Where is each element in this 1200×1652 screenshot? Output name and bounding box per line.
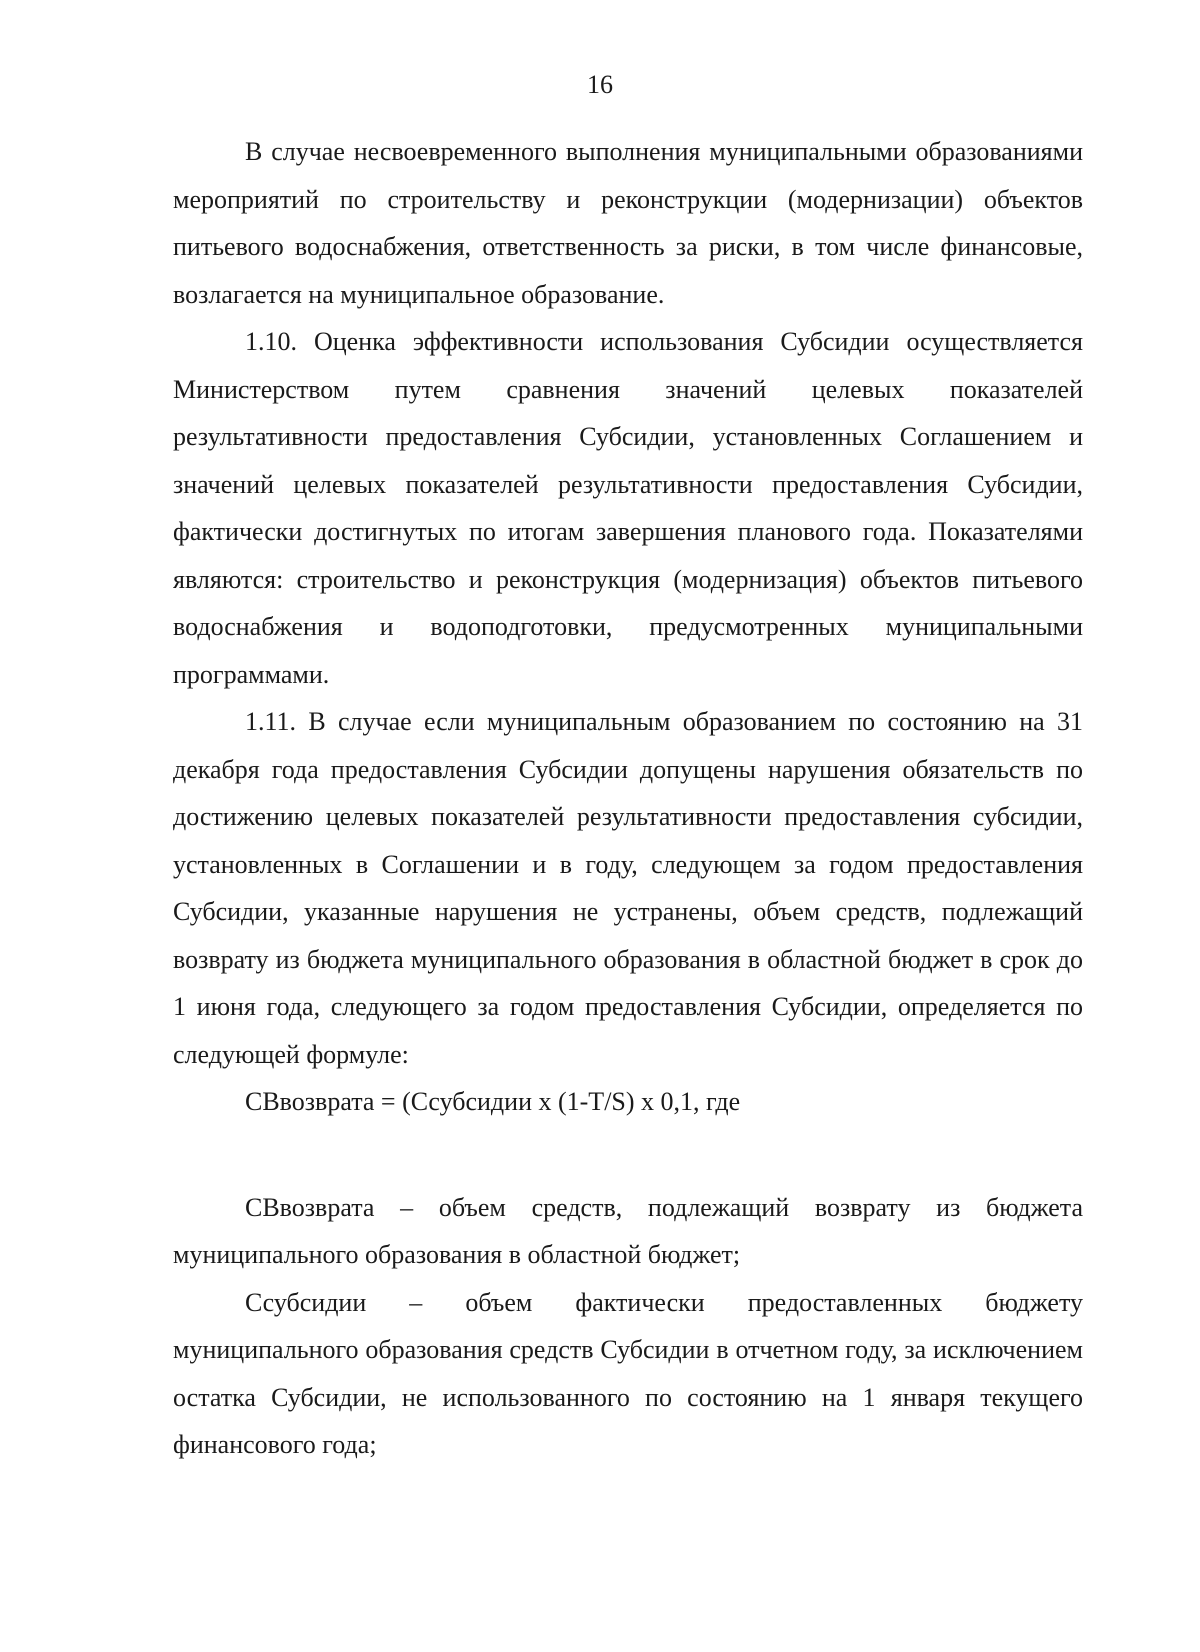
page-number: 16 <box>587 70 613 99</box>
formula-spacer <box>173 1126 1083 1184</box>
paragraph-1-10-effectiveness: 1.10. Оценка эффективности использования Субсидии осуществляется Министерством путем сравнения значений целевых показателей результативности предоставления Субсидии, установленных Соглашением и значений целевых показателей результативности предоставления Субсидии, фактически достигнутых по итогам завершения планового года. Показателями являются: строительство и реконструкция (модернизация) объектов питьевого водоснабжения и водоподготовки, предусмотренных муниципальными программами. <box>173 327 1083 689</box>
paragraph-risk-responsibility: В случае несвоевременного выполнения муниципальными образованиями мероприятий по строительству и реконструкции (модернизации) объектов питьевого водоснабжения, ответственность за риски, в том числе финансовые, возлагается на муниципальное образование. <box>173 137 1083 309</box>
refund-formula: СВвозврата = (Ссубсидии х (1-T/S) х 0,1, где <box>245 1087 741 1116</box>
document-body <box>173 128 1083 1469</box>
definition-ssubsidii: Ссубсидии – объем фактически предоставленных бюджету муниципального образования средств Субсидии в отчетном году, за исключением остатка Субсидии, не использованного по состоянию на 1 января текущего финансового года; <box>173 1287 1083 1459</box>
definition-svozvrata: СВвозврата – объем средств, подлежащий возврату из бюджета муниципального образования в областной бюджет; <box>173 1192 1083 1269</box>
paragraph-1-11-refund: 1.11. В случае если муниципальным образованием по состоянию на 31 декабря года предоставления Субсидии допущены нарушения обязательств по достижению целевых показателей результативности предоставления субсидии, установленных в Соглашении и в году, следующем за годом предоставления Субсидии, указанные нарушения не устранены, объем средств, подлежащий возврату из бюджета муниципального образования в областной бюджет в срок до 1 июня года, следующего за годом предоставления Субсидии, определяется по следующей формуле: <box>173 707 1083 1069</box>
